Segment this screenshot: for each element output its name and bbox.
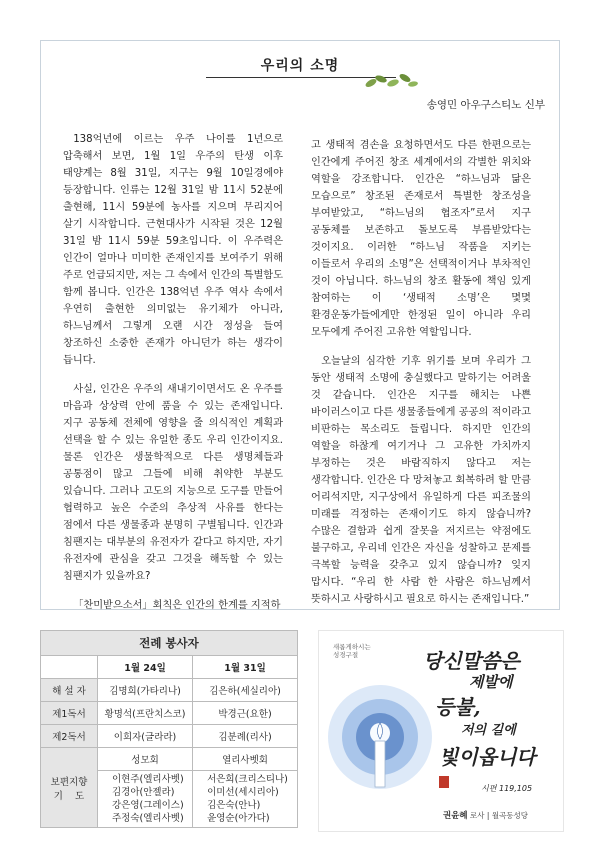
calligraphy-line: 빛이옵니다 [439, 745, 536, 769]
row-label: 제2독서 [41, 725, 98, 748]
calligraphy-header [333, 643, 371, 659]
name: 이현주(엘리사벳) [112, 774, 184, 785]
paragraph: 오늘날의 심각한 기후 위기를 보며 우리가 그 동안 생태적 소명에 충실했다고 말하기는 어려울 것 같습니다. 인간은 지구를 해치는 나쁜 바이러스이고 다른 생물종들에게 공공의 적이라고 비판하는 목소리도 들립니다. 하지만 인간의 역할을 하찮게 여기거나 그 고유한 가치까지 부정하는 것은 바람직하지 않다고 저는 생각합니다. 인간은 다 망쳐놓고 회복하려 할 만큼 어리석지만, 지구상에서 유일하게 다른 피조물의 미래를 걱정하는 존재이기도 하지 않습니까? 수많은 결함과 쉽게 잘못을 저지르는 약점에도 불구하고, 우리네 인간은 자신을 성찰하고 문제를 극복할 능력을 갖추고 있지 않습니까? 잊지 맙시다. “우리 한 사람 한 사람은 하느님께서 뜻하시고 사랑하시고 필요로 하시는 존재입니다.” [311, 356, 531, 605]
prayer-label-line: 보편지향 [50, 776, 88, 788]
name: 윤영순(아가다) [207, 813, 270, 824]
name: 강은영(그레이스) [112, 800, 184, 811]
article-column-left [63, 131, 283, 626]
prayer-label-line: 기 도 [53, 790, 85, 802]
article-title: 우리의 소명 [260, 58, 340, 74]
cell: 황명석(프란치스코) [98, 702, 193, 725]
header-line: 새롭게하시는 [333, 643, 371, 651]
row-label-prayer [41, 748, 98, 828]
prayer-names-a [98, 771, 193, 828]
artist-name: 권윤혜 [443, 811, 468, 821]
row-label: 제1독서 [41, 702, 98, 725]
calligraphy-line: 제발에 [469, 673, 513, 691]
name: 이미선(세시리아) [207, 787, 279, 798]
cell: 김은하(세실리아) [193, 679, 298, 702]
roster-title: 전례 봉사자 [41, 631, 298, 656]
table-row [41, 725, 298, 748]
prayer-group-b: 열리사벳회 [193, 748, 298, 771]
roster-table [40, 630, 298, 828]
article-frame [40, 40, 560, 610]
artist-tail: 로사 | 월곡동성당 [470, 811, 529, 820]
paragraph: 고 생태적 겸손을 요청하면서도 다른 한편으로는 인간에게 주어진 창조 세계에서의 각별한 위치와 역할을 강조합니다. 인간은 “하느님과 닮은 모습으로” 창조된 존재로서 특별한 창조성을 부여받았고, “하느님의 협조자”로서 지구 공동체를 보존하고 돌보도록 부름받았다는 것이지요. 이러한 “하느님 작품을 지키는 이들로서 우리의 소명”은 선택적이거나 부차적인 것이 아닙니다. 하느님의 창조 활동에 책임 있게 참여하는 이 ‘생태적 소명’은 몇몇 환경운동가들에게만 한정된 일이 아니라 우리 모두에게 주어진 고유한 역할입니다. [311, 140, 531, 338]
table-row [41, 748, 298, 771]
table-row [41, 702, 298, 725]
roster-date-1: 1월 24일 [98, 656, 193, 679]
roster-corner [41, 656, 98, 679]
cell: 이희자(글라라) [98, 725, 193, 748]
liturgy-roster [40, 630, 298, 828]
prayer-group-a: 성모회 [98, 748, 193, 771]
prayer-names-b [193, 771, 298, 828]
cell: 김명희(가타리나) [98, 679, 193, 702]
leaf-decoration-icon [361, 69, 421, 91]
artist-credit [443, 809, 528, 821]
calligraphy-card [318, 630, 564, 832]
roster-date-2: 1월 31일 [193, 656, 298, 679]
verse-reference: 시편 119,105 [481, 784, 533, 793]
table-row [41, 679, 298, 702]
paragraph: 사실, 인간은 우주의 새내기이면서도 온 우주를 마음과 상상력 안에 품을 수 있는 존재입니다. 지구 공동체 전체에 영향을 줄 의식적인 계획과 선택을 할 수 있는 유일한 종도 우리 인간이지요. 물론 인간은 생물학적으로 다른 생명체들과 공통점이 많고 그들에 비해 취약한 부분도 있습니다. 그러나 고도의 지능으로 도구를 만들어 협력하고 높은 수준의 추상적 사유를 한다는 점에서 다른 생물종과 분명히 구별됩니다. 인간과 침팬지는 대부분의 유전자가 같다고 하지만, 자기 유전자에 관심을 갖고 그것을 해독할 수 있는 침팬지가 있을까요? [63, 384, 283, 582]
paragraph: 138억년에 이르는 우주 나이를 1년으로 압축해서 보면, 1월 1일 우주의 탄생 이후 태양계는 8월 31일, 지구는 9월 10일경에야 등장합니다. 인류는 12월 31일 밤 11시 52분에 출현해, 11시 59분에 농사를 지으며 무리지어 살기 시작합니다. 근현대사가 시작된 것은 12월 31일 밤 11시 59분 59초입니다. 이 우주력은 인간이 얼마나 미미한 존재인지를 보여주기 위해 주로 언급되지만, 저는 그 속에서 인간의 특별함도 함께 봅니다. 인간은 138억년 우주 역사 속에서 우연히 출현한 의미없는 유기체가 아니라, 하느님께서 그렇게 오랜 시간 정성을 들여 창조하신 소중한 존재가 아니던가 하는 생각이 듭니다. [63, 134, 283, 366]
row-label: 해 설 자 [41, 679, 98, 702]
red-seal-icon [439, 776, 449, 788]
name: 주정숙(엘리사벳) [112, 813, 184, 824]
paragraph: 「찬미받으소서」회칙은 인간의 한계를 지적하 [73, 600, 281, 611]
name: 김은숙(안나) [207, 800, 261, 811]
cell: 김분례(리사) [193, 725, 298, 748]
header-line: 성경구절 [333, 651, 359, 659]
name: 서은희(크리스티나) [207, 774, 288, 785]
calligraphy-line: 당신말씀은 [423, 649, 520, 673]
candle-watercolor-icon [325, 667, 445, 817]
cell: 박경근(요한) [193, 702, 298, 725]
name: 김경아(안젤라) [112, 787, 175, 798]
article-column-right [311, 137, 531, 620]
calligraphy-line: 저의 길에 [461, 723, 516, 738]
calligraphy-line: 등불, [435, 695, 481, 719]
article-author: 송영민 아우구스티노 신부 [426, 99, 545, 111]
